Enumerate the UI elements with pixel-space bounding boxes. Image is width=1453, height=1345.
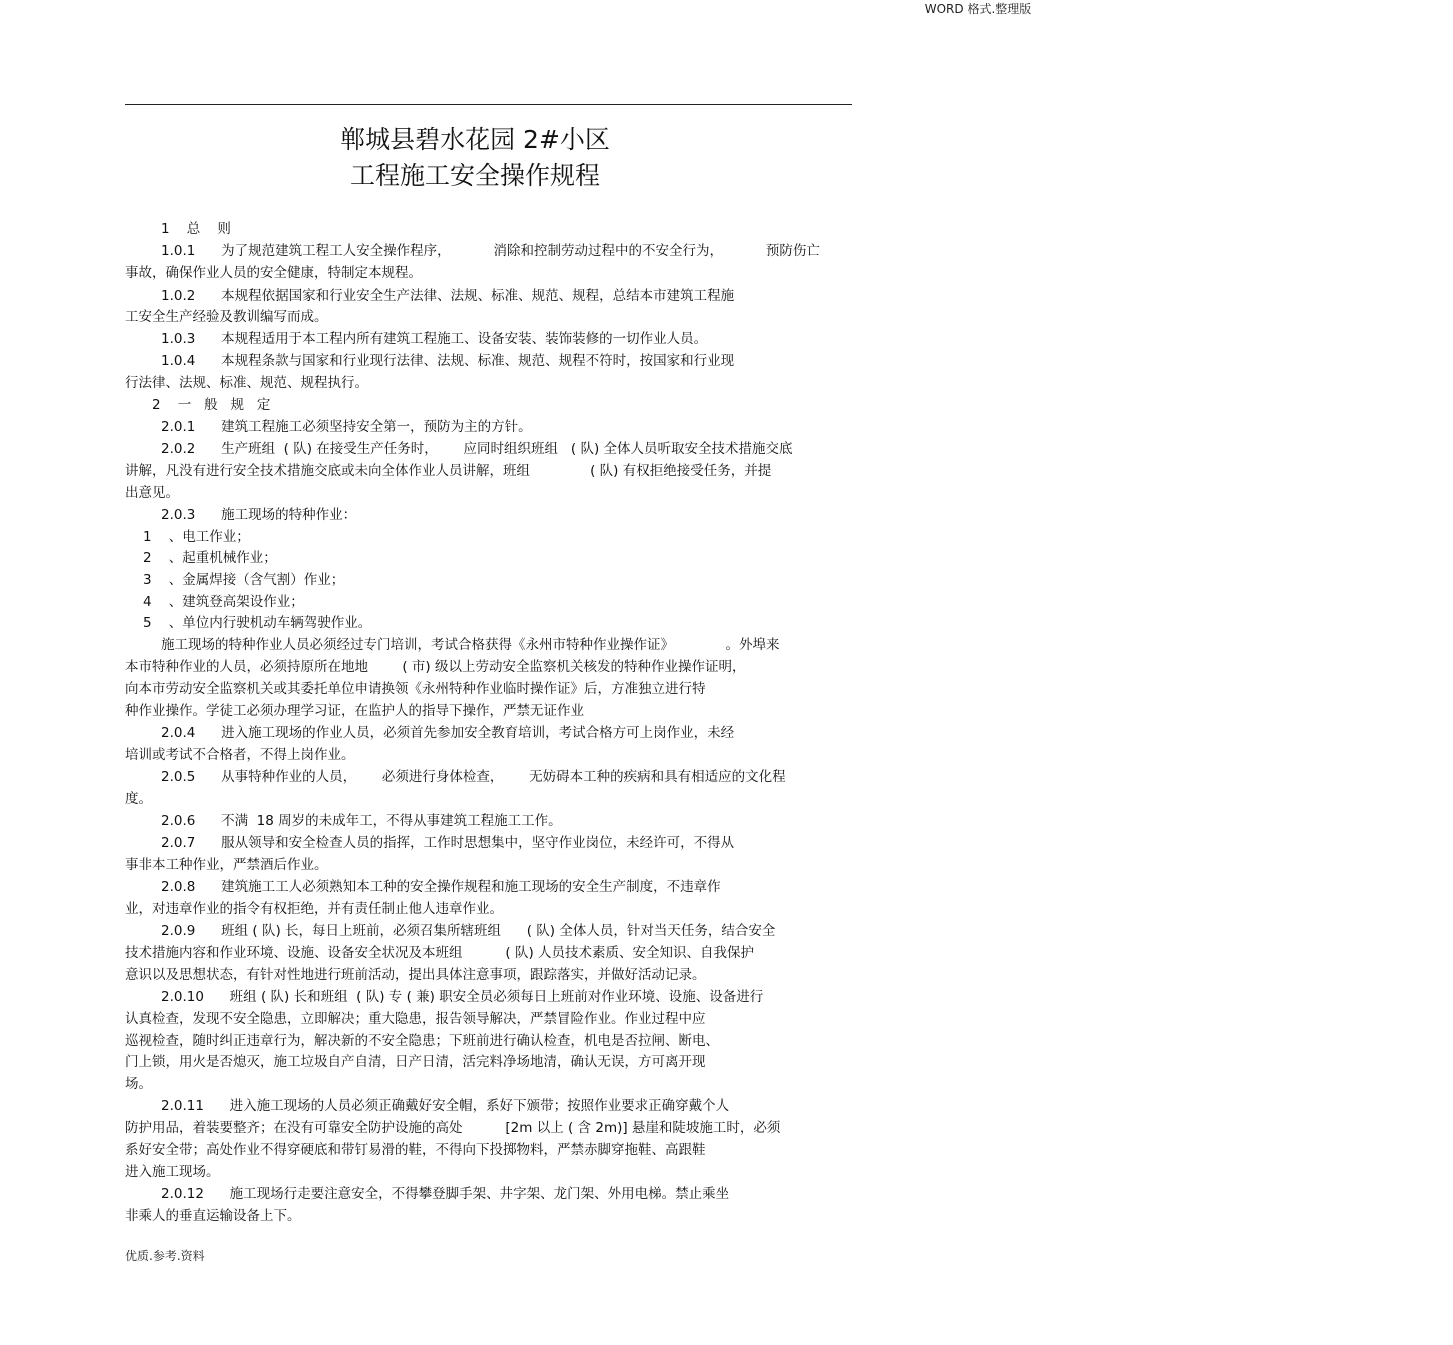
text-line: 2.0.3 施工现场的特种作业： [161, 507, 357, 523]
text-line: 意识以及思想状态，有针对性地进行班前活动，提出具体注意事项，跟踪落实，并做好活动记录。 [125, 967, 706, 983]
text-line: 1.0.2 本规程依据国家和行业安全生产法律、法规、标准、规范、规程，总结本市建筑工程施 [161, 288, 735, 304]
page-footer: 优质.参考.资料 [125, 1249, 205, 1263]
text-line: 讲解，凡没有进行安全技术措施交底或未向全体作业人员讲解，班组 ( 队) 有权拒绝接受任务，并提 [125, 463, 772, 479]
text-line: 技术措施内容和作业环境、设施、设备安全状况及本班组 ( 队) 人员技术素质、安全知识、自我保护 [125, 945, 755, 961]
text-line: 2.0.9 班组 ( 队) 长，每日上班前，必须召集所辖班组 ( 队) 全体人员，针对当天任务，结合安全 [161, 923, 776, 939]
text-line: 工安全生产经验及教训编写而成。 [125, 309, 328, 325]
document-title-line1: 郸城县碧水花园 2#小区 [340, 125, 610, 154]
text-line: 2.0.12 施工现场行走要注意安全，不得攀登脚手架、井字架、龙门架、外用电梯。禁止乘坐 [161, 1186, 730, 1202]
text-line: 巡视检查，随时纠正违章行为，解决新的不安全隐患；下班前进行确认检查，机电是否拉闸、断电、 [125, 1033, 719, 1049]
text-line: 培训或考试不合格者，不得上岗作业。 [125, 747, 355, 763]
text-line: 本市特种作业的人员，必须持原所在地地 ( 市) 级以上劳动安全监察机关核发的特种作业操作证明， [125, 659, 746, 675]
text-line: 防护用品，着装要整齐；在没有可靠安全防护设施的高处 [2m 以上 ( 含 2m)] 悬崖和陡坡施工时，必须 [125, 1120, 781, 1136]
text-line: 2.0.1 建筑工程施工必须坚持安全第一，预防为主的方针。 [161, 419, 532, 435]
text-line: 2.0.7 服从领导和安全检查人员的指挥，工作时思想集中，坚守作业岗位，未经许可，不得从 [161, 835, 735, 851]
text-line: 4 、建筑登高架设作业； [143, 594, 304, 610]
text-line: 2.0.8 建筑施工工人必须熟知本工种的安全操作规程和施工现场的安全生产制度，不违章作 [161, 879, 721, 895]
text-line: 向本市劳动安全监察机关或其委托单位申请换领《永州特种作业临时操作证》后，方准独立进行特 [125, 681, 706, 697]
document-title-line2: 工程施工安全操作规程 [349, 161, 600, 190]
text-line: 进入施工现场。 [125, 1164, 220, 1180]
text-line: 2 、起重机械作业； [143, 550, 277, 566]
text-line: 2.0.11 进入施工现场的人员必须正确戴好安全帽，系好下颁带；按照作业要求正确穿戴个人 [161, 1098, 730, 1114]
text-line: 门上锁，用火是否熄灭，施工垃圾自产自清，日产日清，活完料净场地清，确认无误，方可离开现 [125, 1054, 706, 1070]
text-line: 2.0.10 班组 ( 队) 长和班组 ( 队) 专 ( 兼) 职安全员必须每日上班前对作业环境、设施、设备进行 [161, 989, 764, 1005]
text-line: 场。 [125, 1076, 152, 1092]
text-line: 2 一 般 规 定 [152, 397, 271, 413]
text-line: 认真检查，发现不安全隐患，立即解决；重大隐患，报告领导解决，严禁冒险作业。作业过程中应 [125, 1011, 706, 1027]
text-line: 度。 [125, 791, 152, 807]
text-line: 1 、电工作业； [143, 529, 250, 545]
text-line: 1.0.3 本规程适用于本工程内所有建筑工程施工、设备安装、装饰装修的一切作业人员。 [161, 331, 708, 347]
text-line: 5 、单位内行驶机动车辆驾驶作业。 [143, 615, 372, 631]
text-line: 2.0.4 进入施工现场的作业人员，必须首先参加安全教育培训，考试合格方可上岗作业，未经 [161, 725, 735, 741]
text-line: 2.0.2 生产班组 ( 队) 在接受生产任务时， 应同时组织班组 ( 队) 全体人员听取安全技术措施交底 [161, 441, 793, 457]
text-line: 非乘人的垂直运输设备上下。 [125, 1208, 301, 1224]
text-line: 种作业操作。学徒工必须办理学习证，在监护人的指导下操作，严禁无证作业 [125, 703, 584, 719]
text-line: 事非本工种作业，严禁酒后作业。 [125, 857, 328, 873]
text-line: 1 总 则 [161, 221, 231, 237]
text-line: 行法律、法规、标准、规范、规程执行。 [125, 375, 368, 391]
text-line: 2.0.5 从事特种作业的人员， 必须进行身体检查， 无妨碍本工种的疾病和具有相适应的文化程 [161, 769, 786, 785]
text-line: 1.0.4 本规程条款与国家和行业现行法律、法规、标准、规范、规程不符时，按国家和行业现 [161, 353, 735, 369]
header-label: WORD 格式.整理版 [924, 2, 1032, 16]
text-line: 1.0.1 为了规范建筑工程工人安全操作程序， 消除和控制劳动过程中的不安全行为， 预防伤亡 [161, 243, 820, 259]
text-line: 出意见。 [125, 485, 179, 501]
text-line: 施工现场的特种作业人员必须经过专门培训，考试合格获得《永州市特种作业操作证》 。外埠来 [161, 637, 780, 653]
text-line: 系好安全带；高处作业不得穿硬底和带钉易滑的鞋，不得向下投掷物料，严禁赤脚穿拖鞋、高跟鞋 [125, 1142, 706, 1158]
text-line: 2.0.6 不满 18 周岁的未成年工，不得从事建筑工程施工工作。 [161, 813, 562, 829]
text-line: 业，对违章作业的指令有权拒绝，并有责任制止他人违章作业。 [125, 901, 503, 917]
text-line: 3 、金属焊接（含气割）作业； [143, 572, 345, 588]
text-line: 事故，确保作业人员的安全健康，特制定本规程。 [125, 265, 422, 281]
